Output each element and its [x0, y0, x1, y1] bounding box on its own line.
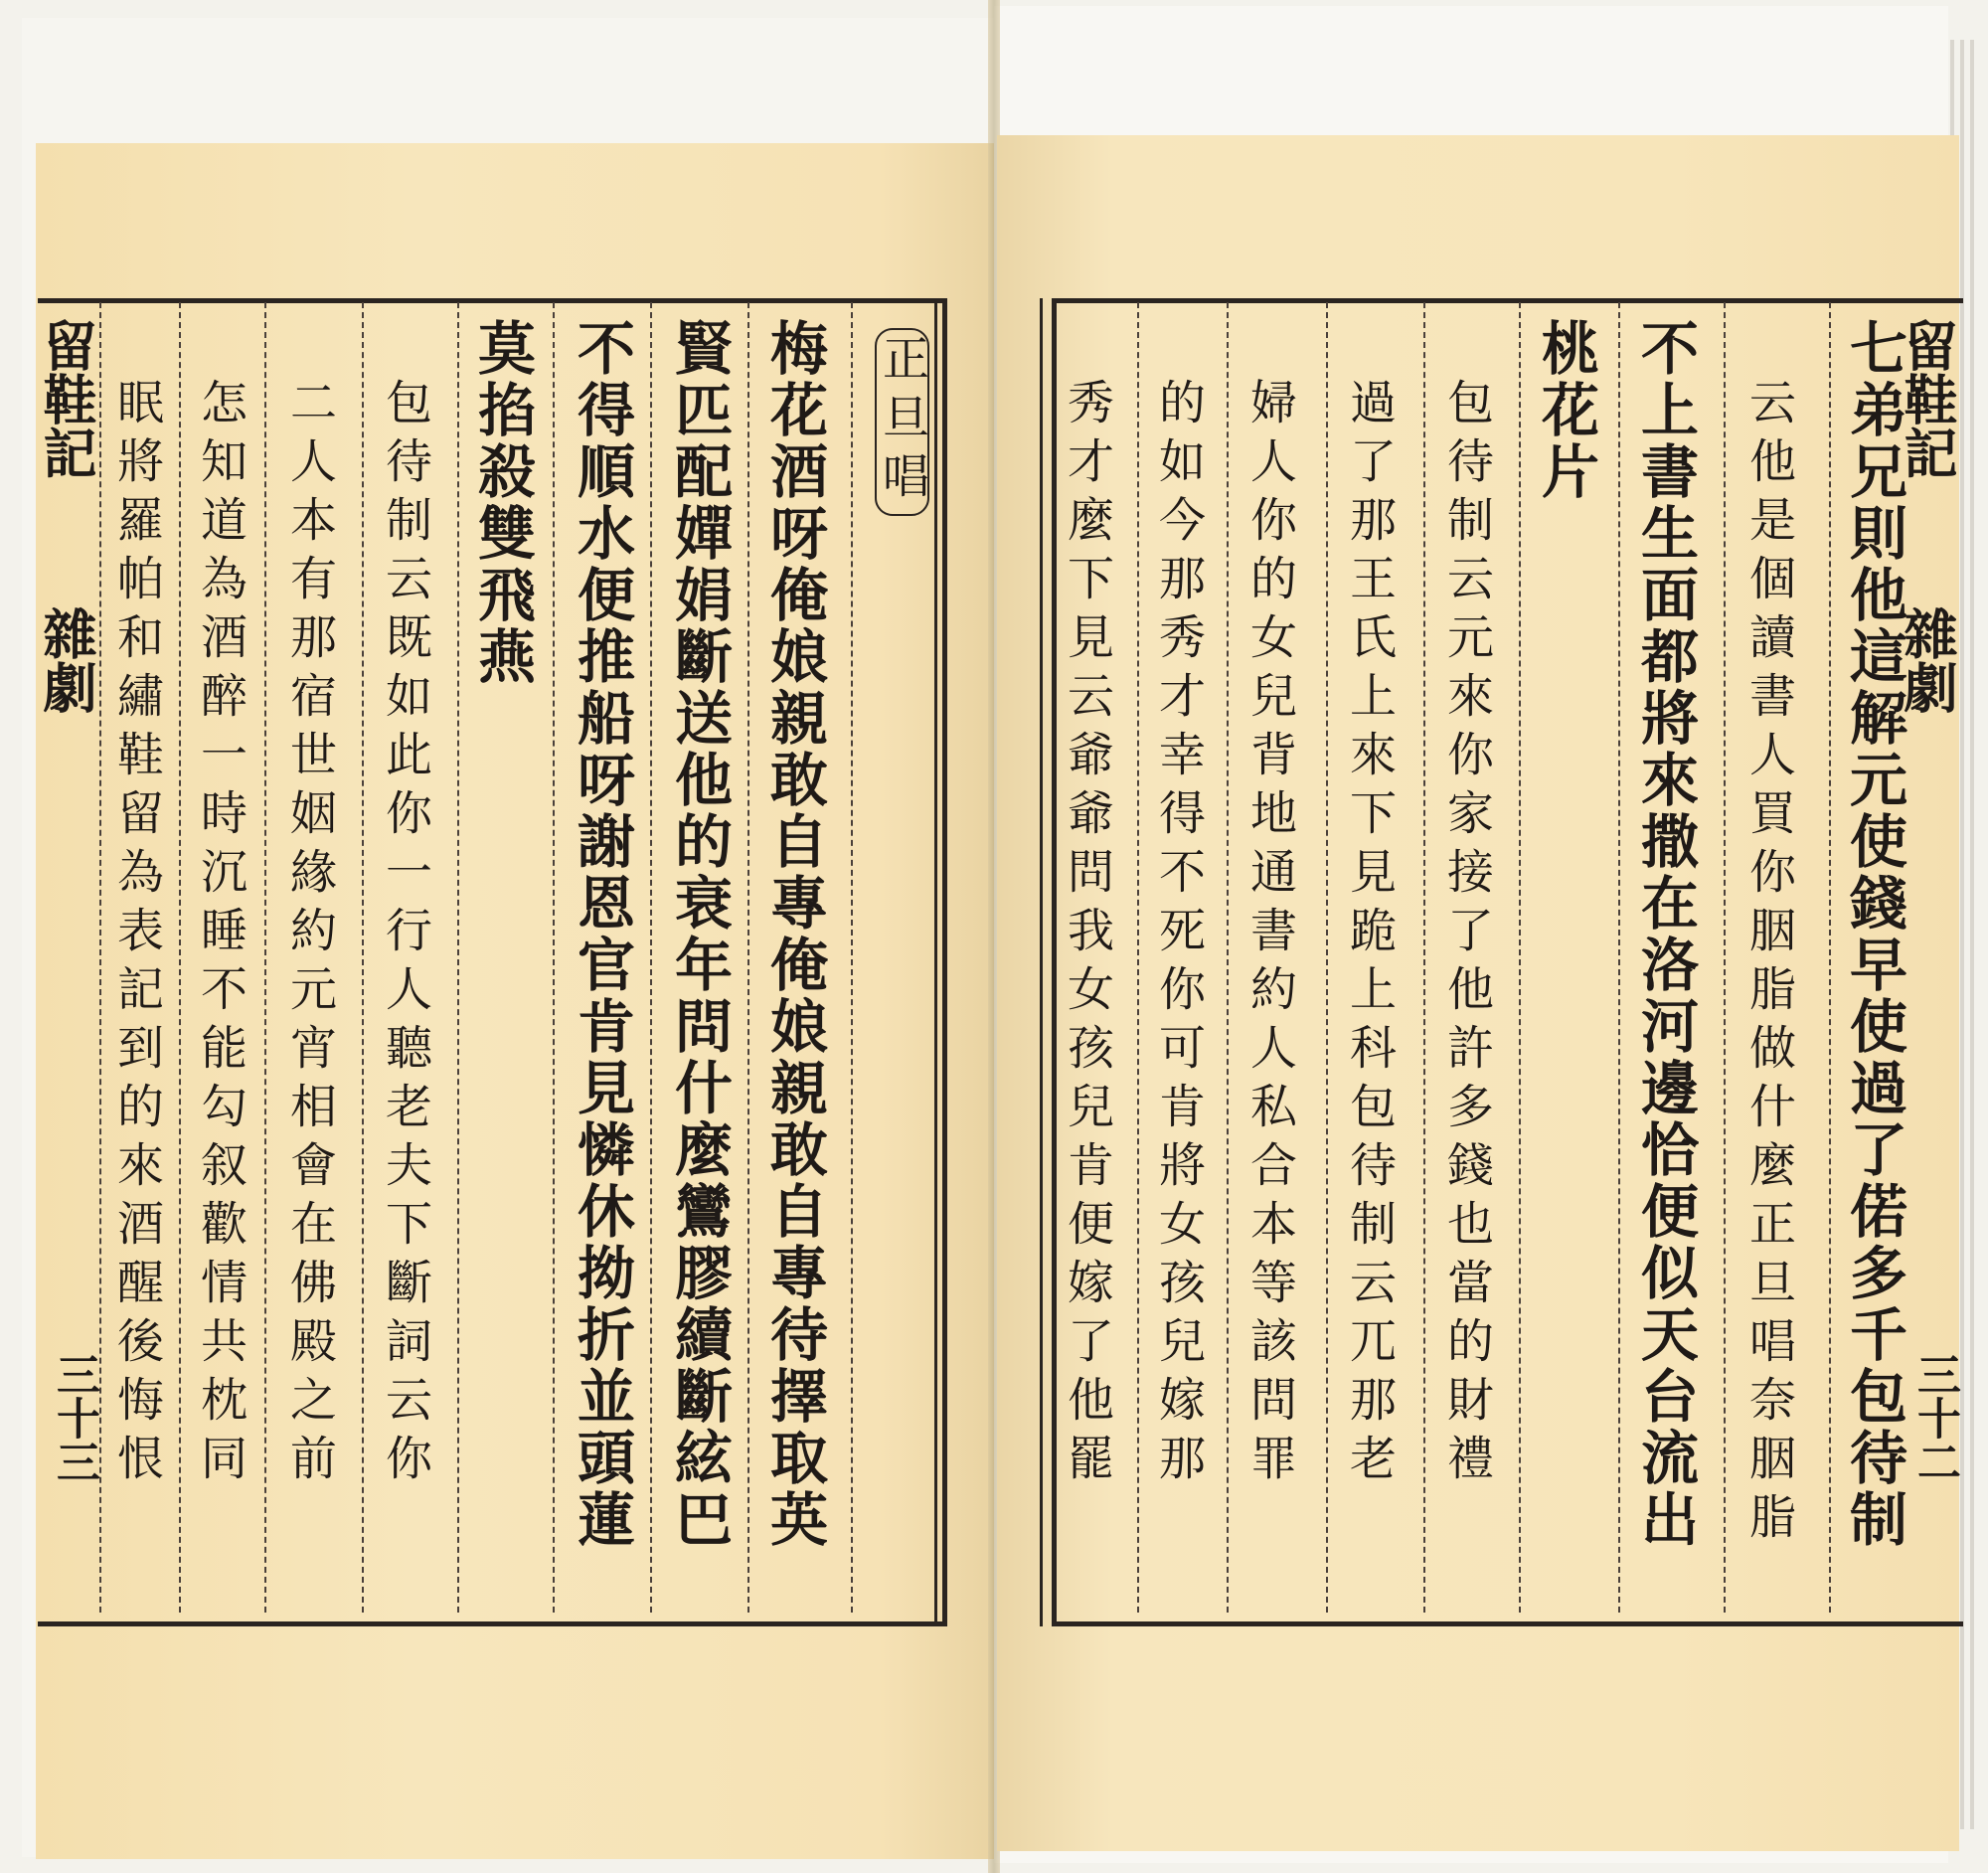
column-rule: [650, 302, 652, 1613]
text-column: 賢匹配嬋娟斷送他的衰年問什麼鸞膠續斷絃巴: [665, 318, 733, 1551]
text-column: 云他是個讀書人買你胭脂做什麼正旦唱奈胭脂: [1741, 378, 1796, 1551]
page-edge: [1970, 40, 1974, 1829]
right-page-inner-rule: [1040, 298, 1043, 1626]
text-column: 不上書生面都將來撒在洛河邊恰便似天台流出: [1631, 318, 1699, 1551]
column-rule: [457, 302, 459, 1613]
column-rule: [1227, 302, 1229, 1613]
text-column: 婦人你的女兒背地通書約人私合本等該問罪: [1242, 378, 1297, 1492]
left-leaf-number: 三十三: [49, 1352, 99, 1483]
text-column: 包待制云既如此你一行人聽老夫下斷詞云你: [378, 378, 432, 1492]
speaker-tag: 正旦唱: [875, 328, 929, 516]
right-margin-genre: 雜劇: [1896, 606, 1959, 714]
column-rule: [1519, 302, 1521, 1613]
text-column: 桃花片: [1532, 318, 1599, 503]
text-column: 過了那王氏上來下見跪上科包待制云兀那老: [1342, 378, 1397, 1492]
text-column: 包待制云元來你家接了他許多錢也當的財禮: [1439, 378, 1494, 1492]
column-rule: [264, 302, 266, 1613]
column-rule: [553, 302, 555, 1613]
right-margin-title: 留鞋記: [1896, 318, 1959, 479]
left-margin-genre: 雜劇: [35, 606, 98, 714]
column-rule: [1829, 302, 1831, 1613]
column-rule: [1618, 302, 1620, 1613]
left-page-inner-rule: [934, 298, 937, 1626]
text-column: 秀才麼下見云爺爺問我女孩兒肯便嫁了他罷: [1060, 378, 1114, 1492]
text-column: 不得順水便推船呀謝恩官肯見憐休拗折並頭蓮: [568, 318, 635, 1551]
column-rule: [1724, 302, 1726, 1613]
column-rule: [851, 302, 853, 1613]
column-rule: [747, 302, 749, 1613]
text-column: 梅花酒呀俺娘親敢自專俺娘親敢自專待擇取英: [760, 318, 828, 1551]
column-rule: [1326, 302, 1328, 1613]
left-margin-title: 留鞋記: [35, 318, 98, 479]
column-rule: [362, 302, 364, 1613]
text-column: 二人本有那宿世姻緣約元宵相會在佛殿之前: [282, 378, 337, 1492]
column-rule: [1137, 302, 1139, 1613]
text-column: 眠將羅帕和繡鞋留為表記到的來酒醒後悔恨: [109, 378, 164, 1492]
column-rule: [1423, 302, 1425, 1613]
text-column: 莫掐殺雙飛燕: [468, 318, 536, 688]
column-rule: [179, 302, 181, 1613]
text-column: 怎知道為酒醉一時沉睡不能勾叙歡情共枕同: [193, 378, 248, 1492]
text-column: [875, 328, 929, 516]
text-column: 的如今那秀才幸得不死你可肯將女孩兒嫁那: [1151, 378, 1206, 1492]
text-column: 七弟兄則他這解元使錢早使過了偌多千包待制: [1840, 318, 1907, 1551]
right-leaf-number: 三十二: [1909, 1352, 1960, 1483]
